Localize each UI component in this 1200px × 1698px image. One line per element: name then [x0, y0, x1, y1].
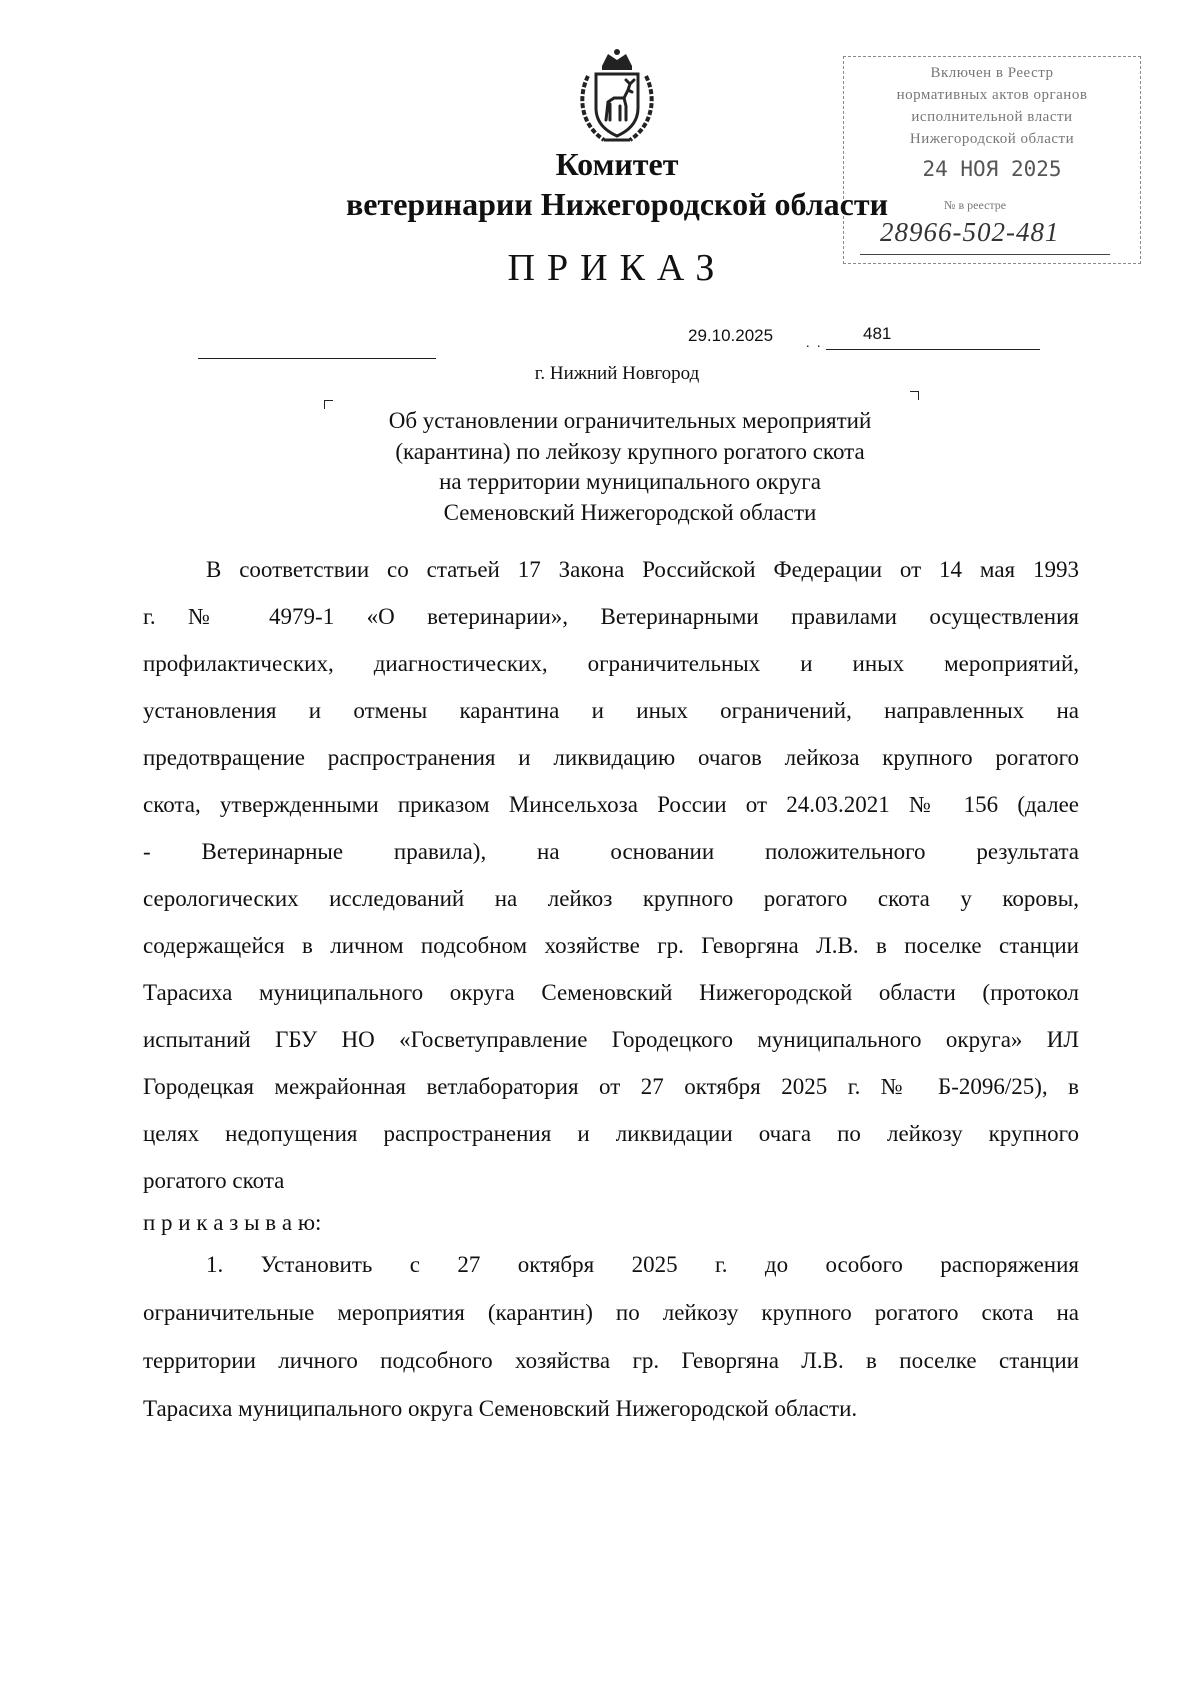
- stamp-text-line: Включен в Реестр: [930, 65, 1054, 81]
- body-line: профилактических, диагностических, ограничительных и иных мероприятий,: [143, 651, 1079, 676]
- body-line: содержащейся в личном подсобном хозяйстве гр. Геворгяна Л.В. в поселке станции: [143, 933, 1079, 958]
- item-1-line: 1. Установить с 27 октября 2025 г. до особого распоряжения: [206, 1252, 1079, 1277]
- document-number: 481: [863, 324, 892, 343]
- title-line: на территории муниципального округа: [439, 469, 821, 494]
- item-1-line: Тарасиха муниципального округа Семеновский Нижегородской области.: [143, 1396, 858, 1421]
- title-line: Об установлении ограничительных мероприятий: [388, 408, 872, 433]
- stamp-text-line: исполнительной власти: [911, 109, 1073, 125]
- org-name-line-1: Комитет: [555, 146, 679, 182]
- item-1-line: территории личного подсобного хозяйства гр. Геворгяна Л.В. в поселке станции: [143, 1348, 1079, 1373]
- body-line: испытаний ГБУ НО «Госветуправление Городецкого муниципального округа» ИЛ: [143, 1027, 1079, 1052]
- org-name-line-2: ветеринарии Нижегородской области: [345, 186, 889, 222]
- order-verb: п р и к а з ы в а ю:: [143, 1210, 322, 1235]
- coat-of-arms-emblem: [574, 46, 660, 146]
- stamp-registry-number: 28966-502-481: [880, 217, 1060, 247]
- body-line: установления и отмены карантина и иных ограничений, направленных на: [143, 698, 1079, 723]
- stamp-registry-label: № в реестре: [944, 198, 1007, 212]
- body-line: скота, утвержденными приказом Минсельхоза России от 24.03.2021 № 156 (далее: [143, 792, 1079, 817]
- stamp-date: 24 НОЯ 2025: [922, 157, 1062, 181]
- body-line: - Ветеринарные правила), на основании положительного результата: [143, 839, 1079, 864]
- title-line: Семеновский Нижегородской области: [443, 499, 817, 525]
- body-line: г. № 4979-1 «О ветеринарии», Ветеринарными правилами осуществления: [143, 604, 1079, 629]
- body-line: рогатого скота: [143, 1168, 285, 1193]
- document-title: [330, 406, 930, 528]
- number-underline: [826, 349, 1040, 350]
- title-line: (карантина) по лейкозу крупного рогатого скота: [395, 438, 865, 464]
- date-underline: [198, 358, 436, 359]
- document-date: 29.10.2025: [688, 326, 774, 345]
- body-line: Тарасиха муниципального округа Семеновский Нижегородской области (протокол: [143, 980, 1079, 1005]
- body-line: В соответствии со статьей 17 Закона Российской Федерации от 14 мая 1993: [206, 557, 1079, 582]
- body-line: целях недопущения распространения и ликвидации очага по лейкозу крупного: [143, 1121, 1079, 1146]
- document-type-heading: ПРИКАЗ: [507, 247, 727, 289]
- body-line: предотвращение распространения и ликвидацию очагов лейкоза крупного рогатого: [143, 745, 1079, 770]
- stamp-text-line: Нижегородской области: [909, 131, 1075, 147]
- number-dots: . .: [806, 336, 823, 351]
- title-corner-right: [910, 391, 919, 400]
- document-city: г. Нижний Новгород: [534, 363, 700, 384]
- item-1-line: ограничительные мероприятия (карантин) по лейкозу крупного рогатого скота на: [143, 1300, 1079, 1325]
- stamp-text-line: нормативных актов органов: [896, 87, 1088, 103]
- body-line: Городецкая межрайонная ветлаборатория от 27 октября 2025 г. № Б-2096/25), в: [143, 1074, 1079, 1099]
- body-line: серологических исследований на лейкоз крупного рогатого скота у коровы,: [143, 886, 1079, 911]
